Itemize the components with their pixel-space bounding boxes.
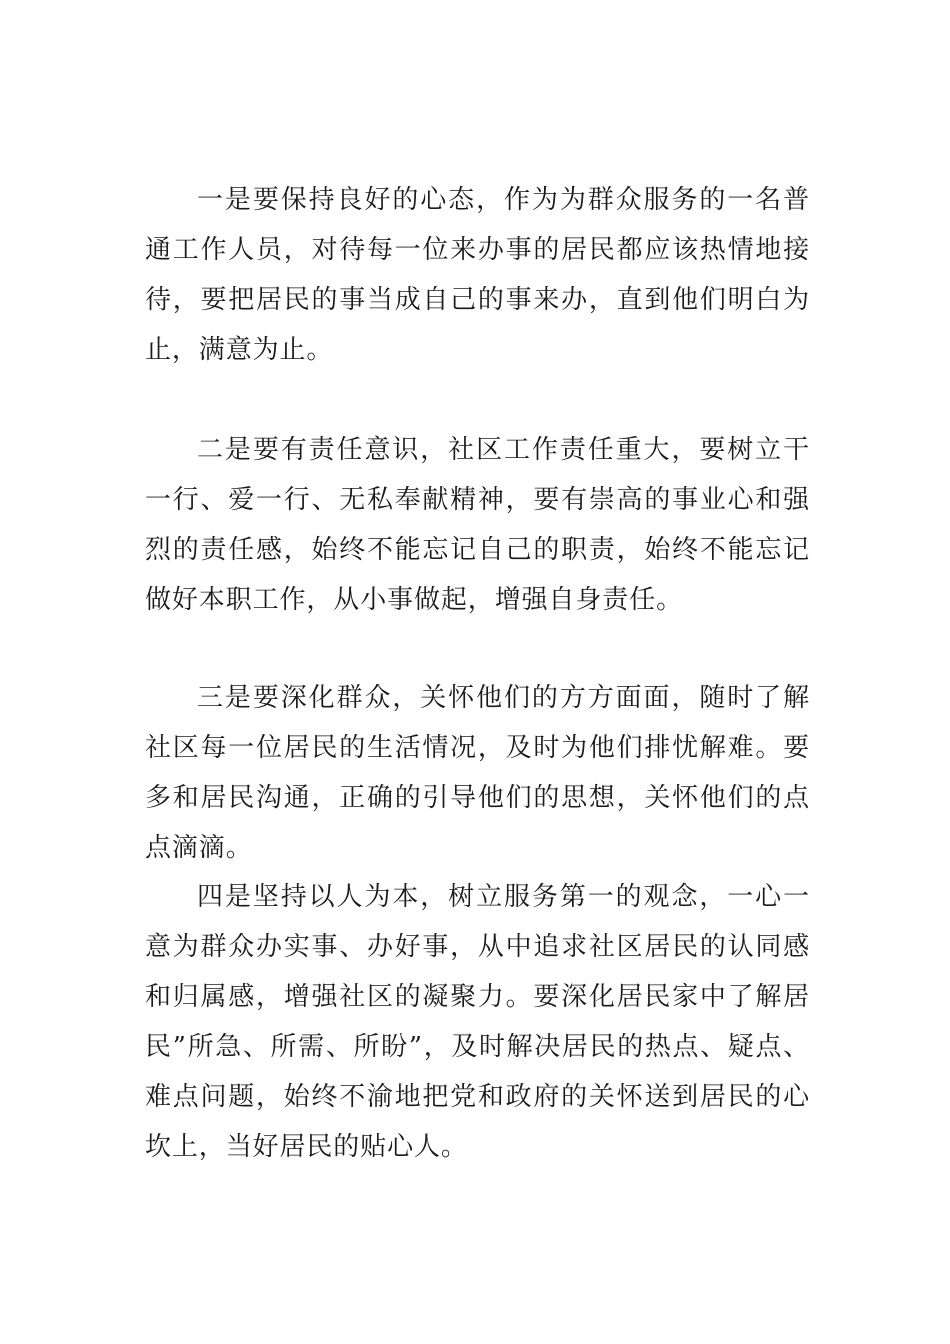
paragraph-2: 二是要有责任意识，社区工作责任重大，要树立干一行、爱一行、无私奉献精神，要有崇高的事业心和强烈的责任感，始终不能忘记自己的职责，始终不能忘记做好本职工作，从小事做起，增强自身责任。 bbox=[145, 435, 810, 615]
paragraph-3: 三是要深化群众，关怀他们的方方面面，随时了解社区每一位居民的生活情况，及时为他们排忧解难。要多和居民沟通，正确的引导他们的思想，关怀他们的点点滴滴。 bbox=[145, 683, 810, 863]
paragraph-1: 一是要保持良好的心态，作为为群众服务的一名普通工作人员，对待每一位来办事的居民都应该热情地接待，要把居民的事当成自己的事来办，直到他们明白为止，满意为止。 bbox=[145, 185, 810, 365]
paragraph-4: 四是坚持以人为本，树立服务第一的观念，一心一意为群众办实事、办好事，从中追求社区居民的认同感和归属感，增强社区的凝聚力。要深化居民家中了解居民”所急、所需、所盼”，及时解决居民的热点、疑点、难点问题，始终不渝地把党和政府的关怀送到居民的心坎上，当好居民的贴心人。 bbox=[145, 882, 810, 1162]
